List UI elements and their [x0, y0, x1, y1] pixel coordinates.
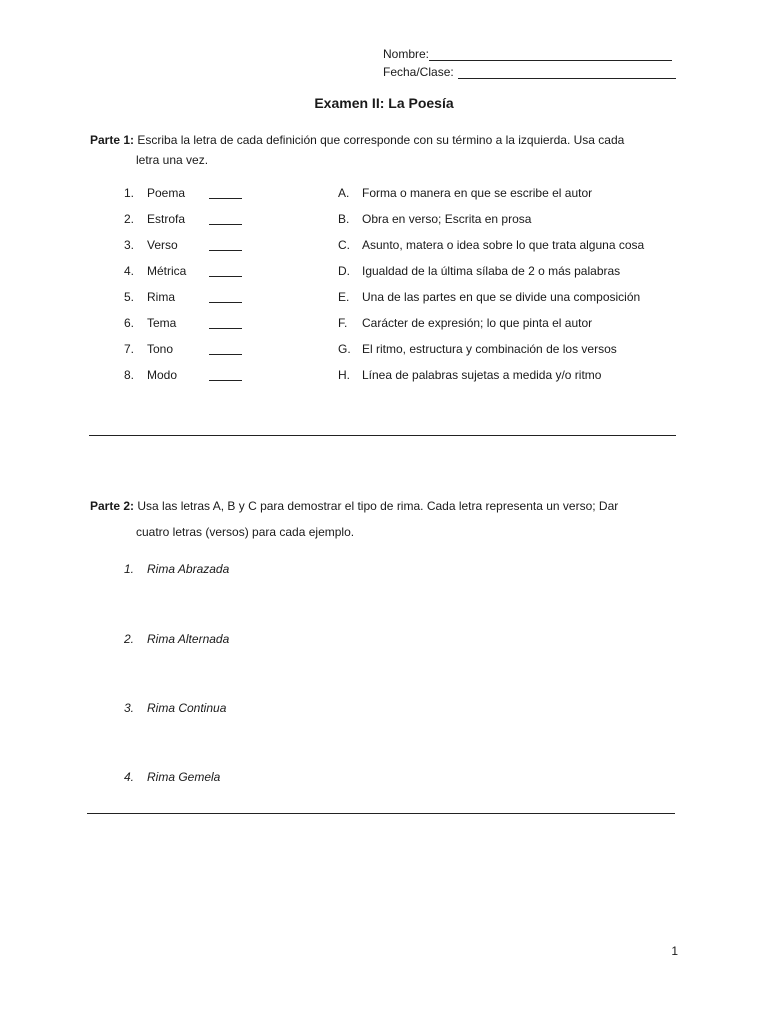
- definition: Igualdad de la última sílaba de 2 o más palabras: [362, 264, 621, 278]
- answer-blank[interactable]: [209, 198, 242, 199]
- matching-row: [0, 342, 768, 362]
- parte2-label: Parte 2:: [90, 499, 135, 513]
- rima-label: Rima Continua: [147, 701, 227, 715]
- term-number: 2.: [124, 212, 135, 226]
- page-number: 1: [671, 944, 678, 958]
- term: Verso: [147, 238, 178, 252]
- parte1-label: Parte 1:: [90, 133, 135, 147]
- rima-item: [124, 632, 229, 646]
- parte2-text-line1: Usa las letras A, B y C para demostrar el tipo de rima. Cada letra representa un verso; Dar: [134, 499, 619, 513]
- parte2-text-line2: cuatro letras (versos) para cada ejemplo.: [136, 525, 355, 539]
- definition-letter: F.: [338, 316, 348, 330]
- matching-row: [0, 212, 768, 232]
- definition: Asunto, matera o idea sobre lo que trata alguna cosa: [362, 238, 645, 252]
- definition: Una de las partes en que se divide una composición: [362, 290, 641, 304]
- term: Tono: [147, 342, 174, 356]
- definition-letter: E.: [338, 290, 350, 304]
- section-divider: [89, 435, 676, 436]
- definition: Forma o manera en que se escribe el autor: [362, 186, 593, 200]
- term-number: 6.: [124, 316, 135, 330]
- parte1-text-line1: Escriba la letra de cada definición que corresponde con su término a la izquierda. Usa cada: [134, 133, 625, 147]
- definition-letter: B.: [338, 212, 350, 226]
- definition: Obra en verso; Escrita en prosa: [362, 212, 532, 226]
- answer-blank[interactable]: [209, 224, 242, 225]
- parte1-instructions: [90, 130, 680, 170]
- definition: Línea de palabras sujetas a medida y/o ritmo: [362, 368, 602, 382]
- page-title: Examen II: La Poesía: [314, 95, 454, 111]
- term-number: 5.: [124, 290, 135, 304]
- rima-number: 3.: [124, 701, 135, 715]
- rima-label: Rima Gemela: [147, 770, 221, 784]
- answer-blank[interactable]: [209, 276, 242, 277]
- term-number: 8.: [124, 368, 135, 382]
- parte1-text-line2: letra una vez.: [136, 153, 209, 167]
- answer-blank[interactable]: [209, 380, 242, 381]
- rima-label: Rima Abrazada: [147, 562, 230, 576]
- rima-item: [124, 562, 229, 576]
- definition: El ritmo, estructura y combinación de los versos: [362, 342, 617, 356]
- fecha-clase-blank-line[interactable]: [458, 66, 676, 79]
- parte2-instructions: [90, 496, 680, 542]
- nombre-label: Nombre:: [383, 47, 430, 61]
- term: Modo: [147, 368, 178, 382]
- matching-row: [0, 290, 768, 310]
- rima-number: 2.: [124, 632, 135, 646]
- matching-row: [0, 186, 768, 206]
- term-number: 3.: [124, 238, 135, 252]
- rima-item: [124, 770, 220, 784]
- definition-letter: D.: [338, 264, 350, 278]
- term: Poema: [147, 186, 186, 200]
- matching-row: [0, 368, 768, 388]
- matching-row: [0, 238, 768, 258]
- rima-label: Rima Alternada: [147, 632, 230, 646]
- term-number: 1.: [124, 186, 135, 200]
- matching-row: [0, 316, 768, 336]
- definition-letter: H.: [338, 368, 350, 382]
- rima-item: [124, 701, 226, 715]
- definition-letter: A.: [338, 186, 350, 200]
- answer-blank[interactable]: [209, 302, 242, 303]
- fecha-clase-label: Fecha/Clase:: [383, 65, 454, 79]
- definition-letter: C.: [338, 238, 350, 252]
- section-divider: [87, 813, 675, 814]
- rima-number: 1.: [124, 562, 135, 576]
- term: Rima: [147, 290, 176, 304]
- fecha-clase-field[interactable]: [383, 65, 676, 79]
- term: Métrica: [147, 264, 187, 278]
- answer-blank[interactable]: [209, 328, 242, 329]
- answer-blank[interactable]: [209, 250, 242, 251]
- term: Tema: [147, 316, 177, 330]
- term-number: 4.: [124, 264, 135, 278]
- matching-row: [0, 264, 768, 284]
- definition: Carácter de expresión; lo que pinta el autor: [362, 316, 593, 330]
- definition-letter: G.: [338, 342, 351, 356]
- term: Estrofa: [147, 212, 186, 226]
- answer-blank[interactable]: [209, 354, 242, 355]
- rima-number: 4.: [124, 770, 135, 784]
- term-number: 7.: [124, 342, 135, 356]
- nombre-blank-line[interactable]: [429, 48, 672, 61]
- nombre-field[interactable]: [383, 47, 672, 61]
